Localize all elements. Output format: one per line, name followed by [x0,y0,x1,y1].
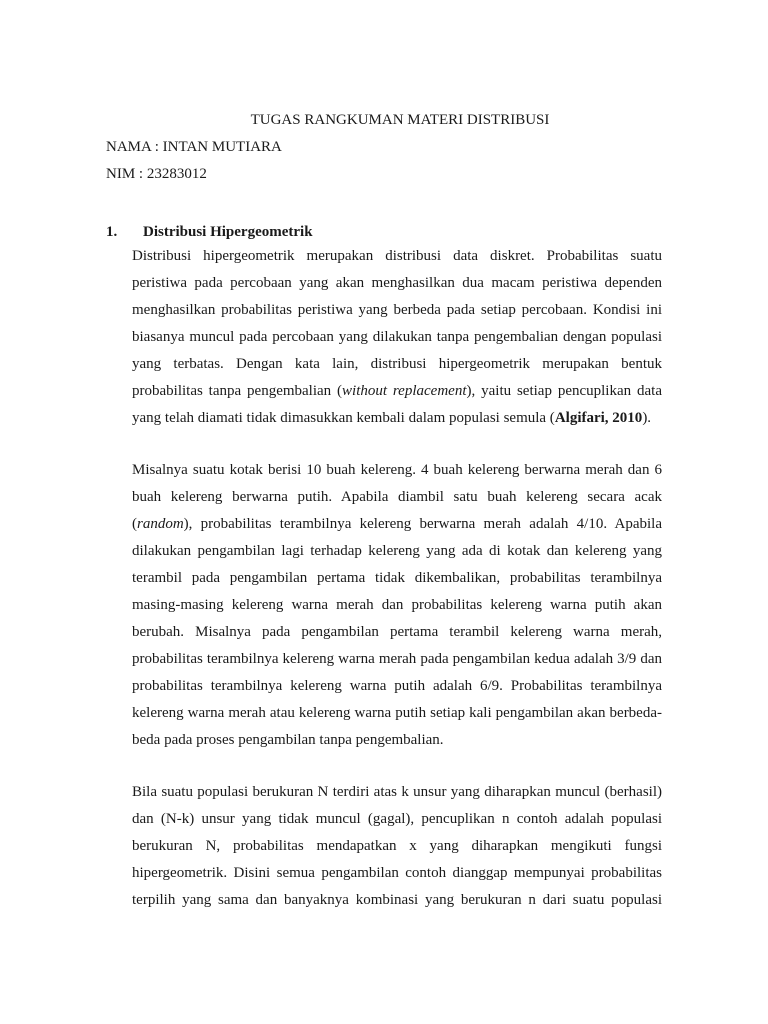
paragraph-definition-text-b: ), yaitu setiap pencuplikan data yang telah diamati tidak dimasukkan kembali dalam populasi semula ( [132,383,662,426]
document-title: TUGAS RANGKUMAN MATERI DISTRIBUSI [250,112,550,128]
paragraph-definition [132,243,662,432]
citation: Algifari, 2010 [554,410,643,426]
section-heading [106,222,313,242]
section-number: 1. [106,224,118,240]
student-name: NAMA : INTAN MUTIARA [106,139,282,155]
section-title: Distribusi Hipergeometrik [143,224,313,240]
paragraph-population: Bila suatu populasi berukuran N terdiri atas k unsur yang diharapkan muncul (berhasil) dan (N-k) unsur yang tidak muncul (gagal), pencuplikan n contoh adalah populasi berukuran N, probabilitas mendapatkan x yang diharapkan mengikuti fungsi hipergeometrik. Disini semua pengambilan contoh dianggap mempunyai probabilitas terpilih yang sama dan banyaknya kombinasi yang berukuran n dari suatu populasi [132,784,662,908]
paragraph-definition-text-a: Distribusi hipergeometrik merupakan distribusi data diskret. Probabilitas suatu peristiwa pada percobaan yang akan menghasilkan dua macam peristiwa dependen menghasilkan probabilitas peristiwa yang berbeda pada setiap percobaan. Kondisi ini biasanya muncul pada percobaan yang dilakukan tanpa pengembalian dengan populasi yang terbatas. Dengan kata lain, distribusi hipergeometrik merupakan bentuk probabilitas tanpa pengembalian ( [132,248,662,399]
paragraph-example-text-a: Misalnya suatu kotak berisi 10 buah kelereng. 4 buah kelereng berwarna merah dan 6 buah kelereng berwarna putih. Apabila diambil satu buah kelereng secara acak ( [132,462,662,532]
paragraph-definition-text-c: ). [642,410,652,426]
paragraph-example-text-b: ), probabilitas terambilnya kelereng berwarna merah adalah 4/10. Apabila dilakukan pengambilan lagi terhadap kelereng yang ada di kotak dan kelereng yang terambil pada pengambilan pertama tidak dikembalikan, probabilitas terambilnya masing-masing kelereng warna merah dan probabilitas kelereng warna putih akan berubah. Misalnya pada pengambilan pertama terambil kelereng warna merah, probabilitas terambilnya kelereng warna merah pada pengambilan kedua adalah 3/9 dan probabilitas terambilnya kelereng warna putih adalah 6/9. Probabilitas terambilnya kelereng warna merah atau kelereng warna putih setiap kali pengambilan akan berbeda-beda pada proses pengambilan tanpa pengembalian. [132,516,662,748]
paragraph-definition-italic: without replacement [342,383,467,399]
paragraph-example-italic: random [137,516,184,532]
student-nim: NIM : 23283012 [106,166,207,182]
paragraph-example [132,457,662,754]
